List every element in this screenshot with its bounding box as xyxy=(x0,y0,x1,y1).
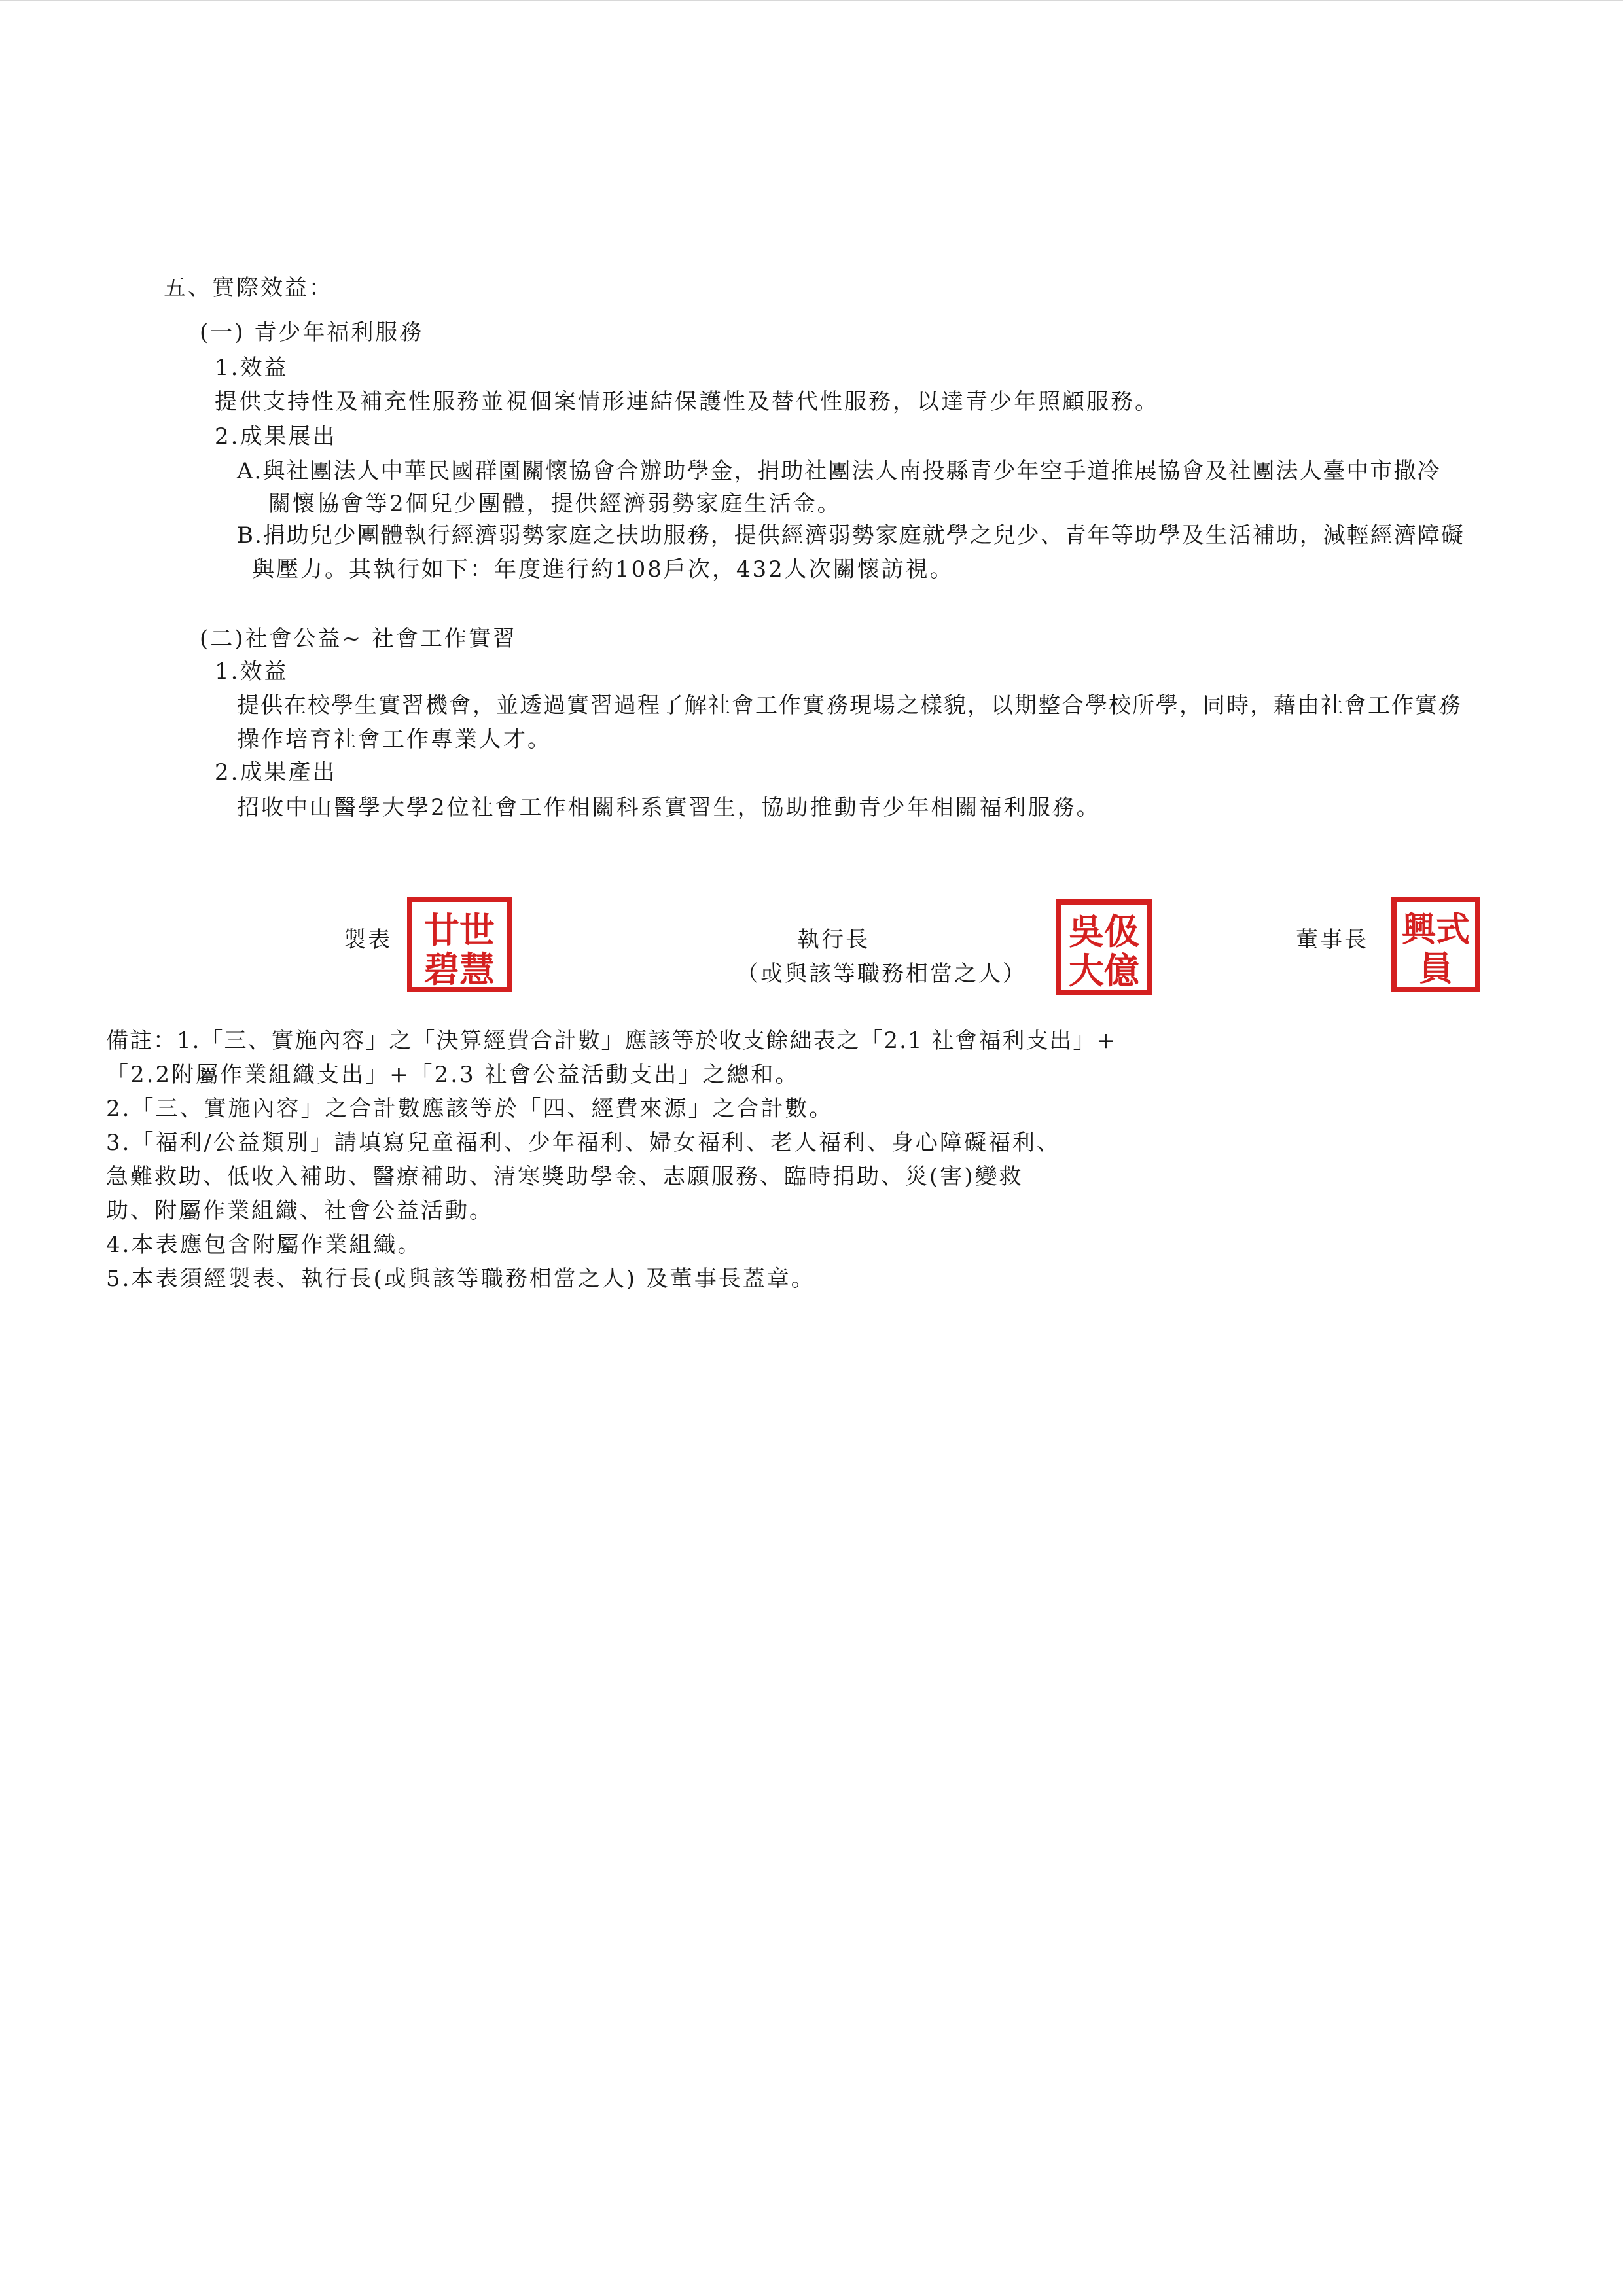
chairman-seal-bottom: 員 xyxy=(1418,949,1454,989)
note-line-1: 備註：1.「三、實施內容」之「決算經費合計數」應該等於收支餘絀表之「2.1 社會福利支出」+ xyxy=(106,1028,1116,1054)
preparer-label: 製表 xyxy=(344,927,392,953)
executive-label: 執行長 xyxy=(797,927,870,953)
note-line-6: 助、附屬作業組織、社會公益活動。 xyxy=(106,1198,493,1224)
part2-benefit-label: 1.效益 xyxy=(215,658,289,685)
part1-item-b-line2: 與壓力。其執行如下：年度進行約108戶次，432人次關懷訪視。 xyxy=(252,556,954,583)
part2-benefit-line2: 操作培育社會工作專業人才。 xyxy=(237,726,552,753)
part1-item-b-line1: B.捐助兒少團體執行經濟弱勢家庭之扶助服務，提供經濟弱勢家庭就學之兒少、青年等助學及生活補助，減輕經濟障礙 xyxy=(237,522,1465,548)
note-line-8: 5.本表須經製表、執行長(或與該等職務相當之人) 及董事長蓋章。 xyxy=(106,1266,815,1292)
part2-result-label: 2.成果產出 xyxy=(215,759,337,785)
part1-benefit-label: 1.效益 xyxy=(215,355,289,381)
note-line-4: 3.「福利/公益類別」請填寫兒童福利、少年福利、婦女福利、老人福利、身心障礙福利、 xyxy=(106,1130,1061,1156)
note-line-3: 2.「三、實施內容」之合計數應該等於「四、經費來源」之合計數。 xyxy=(106,1096,834,1122)
part1-heading: (一) 青少年福利服務 xyxy=(200,319,424,346)
executive-seal-bottom: 大億 xyxy=(1069,950,1139,992)
part1-item-a-line2: 關懷協會等2個兒少團體，提供經濟弱勢家庭生活金。 xyxy=(268,491,842,517)
preparer-seal-top: 廿世 xyxy=(424,909,495,951)
executive-seal xyxy=(1055,898,1153,996)
preparer-seal xyxy=(406,895,514,994)
chairman-label: 董事長 xyxy=(1296,927,1368,953)
part2-benefit-line1: 提供在校學生實習機會，並透過實習過程了解社會工作實務現場之樣貌，以期整合學校所學，同時，藉由社會工作實務 xyxy=(237,692,1462,719)
chairman-seal xyxy=(1390,895,1482,994)
part1-result-label: 2.成果展出 xyxy=(215,423,337,450)
part1-item-a-line1: A.與社團法人中華民國群園關懷協會合辦助學金，捐助社團法人南投縣青少年空手道推展協會及社團法人臺中市撒冷 xyxy=(237,458,1441,484)
section-title: 五、實際效益： xyxy=(164,275,333,301)
note-line-5: 急難救助、低收入補助、醫療補助、清寒獎助學金、志願服務、臨時捐助、災(害)變救 xyxy=(106,1164,1024,1190)
chairman-seal-top: 興式 xyxy=(1401,910,1471,950)
note-line-7: 4.本表應包含附屬作業組織。 xyxy=(106,1232,422,1258)
scan-edge-line xyxy=(0,0,1623,1)
part2-heading: (二)社會公益~ 社會工作實習 xyxy=(200,626,517,652)
executive-seal-top: 吳伋 xyxy=(1069,910,1139,952)
executive-note: （或與該等職務相當之人） xyxy=(736,961,1027,987)
note-line-2: 「2.2附屬作業組織支出」+「2.3 社會公益活動支出」之總和。 xyxy=(106,1062,800,1088)
part1-benefit-text: 提供支持性及補充性服務並視個案情形連結保護性及替代性服務，以達青少年照顧服務。 xyxy=(215,389,1159,415)
part2-result-text: 招收中山醫學大學2位社會工作相關科系實習生，協助推動青少年相關福利服務。 xyxy=(237,795,1101,821)
preparer-seal-bottom: 碧慧 xyxy=(424,948,495,990)
